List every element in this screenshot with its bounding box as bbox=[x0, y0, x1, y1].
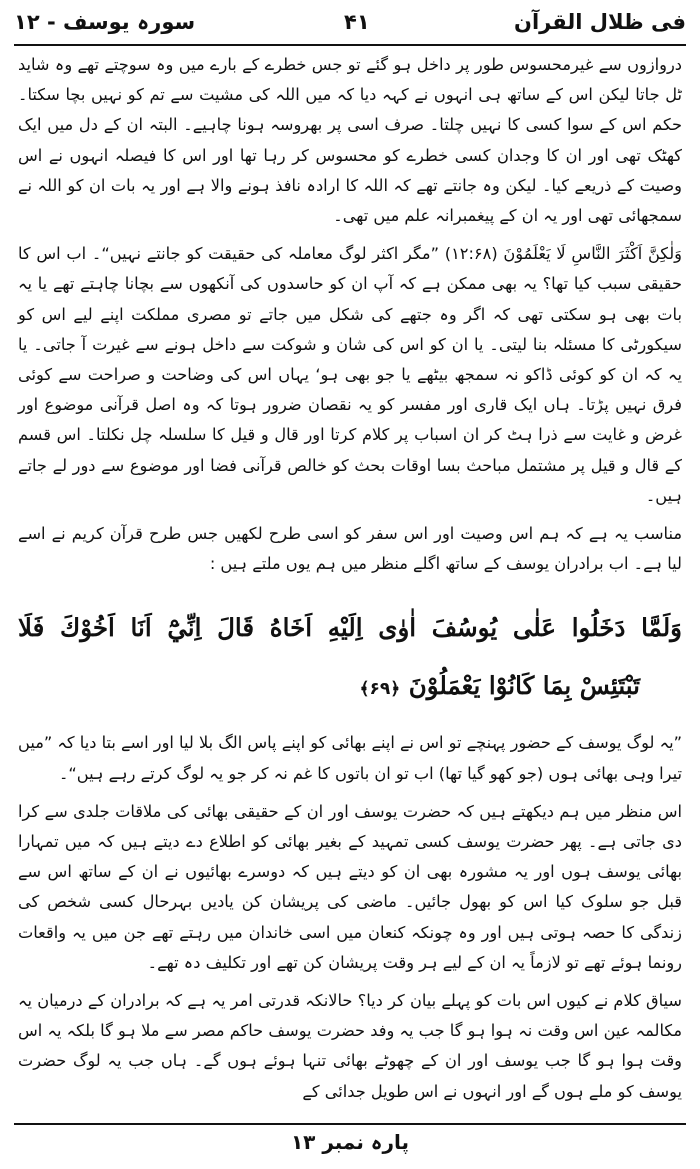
page-header bbox=[14, 6, 686, 40]
paragraph-4: ”یہ لوگ یوسف کے حضور پہنچے تو اس نے اپنے بھائی کو اپنے پاس الگ بلا لیا اور اسے بتا دیا کہ ”میں تیرا وہی بھائی ہوں (جو کھو گیا تھا) اب تو ان باتوں کا غم نہ کر جو یہ لوگ کرتے رہے ہیں“۔ bbox=[18, 733, 682, 783]
header-rule bbox=[14, 44, 686, 46]
surah-label: سورہ یوسف - ۱۲ bbox=[14, 10, 196, 34]
page-number: ۴۱ bbox=[344, 10, 370, 34]
paragraph-3: مناسب یہ ہے کہ ہم اس وصیت اور اس سفر کو اسی طرح لکھیں جس طرح قرآن کریم نے اسے لیا ہے۔ اب برادران یوسف کے ساتھ اگلے منظر میں ہم یوں ملتے ہیں : bbox=[18, 524, 682, 574]
paragraph-2: وَلٰكِنَّ اَكْثَرَ النَّاسِ لَا يَعْلَمُوْنَ (۱۲:۶۸) ”مگر اکثر لوگ معاملہ کی حقیقت کو جانتے نہیں“۔ اب اس کا حقیقی سبب کیا تھا؟ یہ بھی ممکن ہے کہ آپ ان کو حاسدوں کی آنکھوں سے بچانا چاہتے تھے یا یہ بات بھی ہو سکتی تھی کہ اگر وہ جتھے کی شکل میں جاتے تو مصری مملکت اپنے لیے اس کو سیکورٹی کا مسئلہ بنا لیتی۔ یا ان کو اس کی شان و شوکت سے داخل ہونے سے غیرت آ جاتی۔ یا یہ کہ ان کو کوئی ڈاکو نہ سمجھ بیٹھے یا جو بھی ہو‘ یہاں اس کی وضاحت و صراحت سے کوئی فرق نہیں پڑتا۔ ہاں ایک قاری اور مفسر کو یہ نقصان ضرور ہوتا کہ وہ اصل قرآنی موضوع اور غرض و غایت سے ذرا ہٹ کر ان اسباب پر کلام کرتا اور قال و قیل کا سلسلہ چل نکلتا۔ اس قسم کے قال و قیل پر مشتمل مباحث بسا اوقات بحث کو خالص قرآنی فضا اور موضوع سے دور لے جاتے ہیں۔ bbox=[18, 244, 682, 505]
para-label: پارہ نمبر ۱۳ bbox=[290, 1130, 410, 1154]
quran-verse bbox=[18, 599, 682, 718]
verse-line-2-text: تَبْتَئِسْ بِمَا كَانُوْا يَعْمَلُوْنَ bbox=[408, 671, 640, 701]
book-title: فی ظلال القرآن bbox=[514, 10, 686, 34]
ayah-number: ۶۹ bbox=[369, 679, 391, 700]
footer-rule bbox=[14, 1123, 686, 1125]
verse-line-2 bbox=[18, 657, 682, 718]
paragraph-1: دروازوں سے غیرمحسوس طور پر داخل ہو گئے تو جس خطرے کے بارے میں وہ سوچتے تھے وہ شاید ٹل جاتا لیکن اس کے ساتھ ہی انہوں نے کہہ دیا کہ میں اللہ کی مشیت سے تم کو نہیں بچا سکتا۔ حکم اس کے سوا کسی کا نہیں چلتا۔ صرف اسی پر بھروسہ ہونا چاہیے۔ البتہ ان کے دل میں ایک کھٹک تھی اور ان کا وجدان کسی خطرے کو محسوس کر رہا تھا اور اس کا فیصلہ انہوں نے اس وصیت کے ذریعے کیا۔ لیکن وہ جانتے تھے کہ اللہ کا ارادہ نافذ ہونے والا ہے اور یہ بات ان کو اللہ نے سمجھائی تھی اور یہ ان کے پیغمبرانہ علم میں تھی۔ bbox=[18, 55, 682, 226]
paragraph-6: سیاق کلام نے کیوں اس بات کو پہلے بیان کر دیا؟ حالانکہ قدرتی امر یہ ہے کہ برادران کے درمیان یہ مکالمہ عین اس وقت نہ ہوا ہو گا جب یہ وفد حضرت یوسف حاکم مصر سے ملا ہو گا بلکہ یہ اس وقت ہوا ہو گا جب یوسف اور ان کے چھوٹے بھائی تنہا ہوئے ہوں گے۔ ہاں جب یہ لوگ حضرت یوسف کو ملے ہوں گے اور انہوں نے اس طویل جدائی کے bbox=[18, 991, 682, 1101]
verse-line-1: وَلَمَّا دَخَلُوا عَلٰى يُوسُفَ اٰوٰى اِلَيْهِ اَخَاهُ قَالَ اِنِّيْٓ اَنَا اَخُوْكَ فَلَا bbox=[18, 613, 682, 643]
paragraph-5: اس منظر میں ہم دیکھتے ہیں کہ حضرت یوسف اور ان کے حقیقی بھائی کی ملاقات جلدی سے کرا دی جاتی ہے۔ پھر حضرت یوسف کسی تمہید کے بغیر بھائی کو اطلاع دے دیتے ہیں کہ میں تمہارا بھائی یوسف ہوں اور یہ مشورہ بھی ان کو دیتے ہیں کہ دوسرے بھائیوں نے ان کے ساتھ اس سے قبل جو سلوک کیا اس کو بھول جائیں۔ ماضی کی پریشان کن یادیں بہرحال کسی شخص کی زندگی کا حصہ ہوتی ہیں اور وہ چونکہ کنعان میں اسی خاندان میں رہتے تھے جن میں یہ واقعات رونما ہوئے تھے تو لازماً یہ ان کے لیے ہر وقت پریشان کن تھے اور تکلیف دہ تھے۔ bbox=[18, 801, 682, 972]
page-body bbox=[18, 50, 682, 1115]
ayah-number-mark: ﴿۶۹﴾ bbox=[359, 679, 401, 700]
